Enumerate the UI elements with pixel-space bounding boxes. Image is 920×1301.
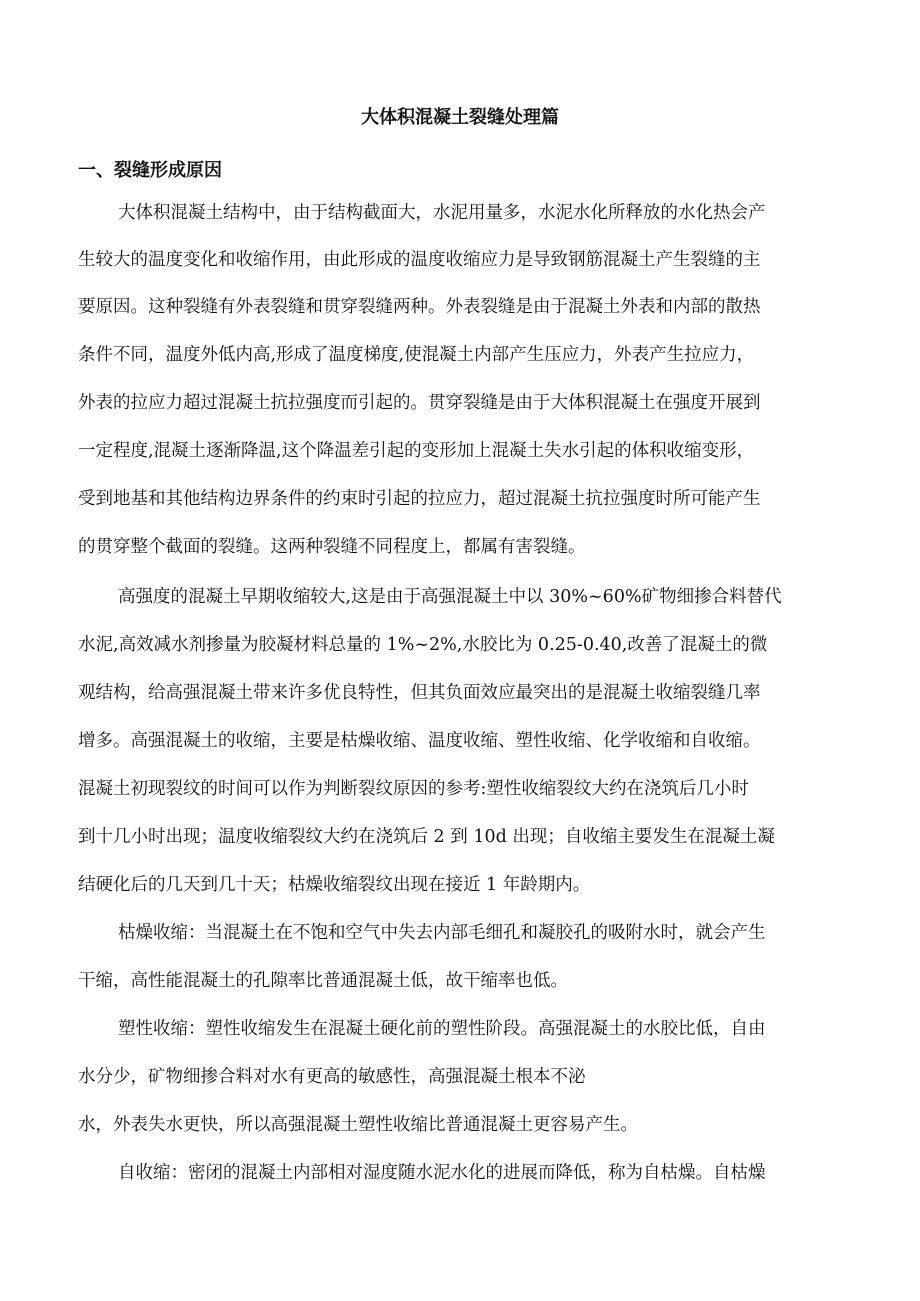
paragraph-line: 到十几小时出现；温度收缩裂纹大约在浇筑后 2 到 10d 出现；自收缩主要发生在混凝土凝	[78, 827, 775, 847]
paragraph-line: 高强度的混凝土早期收缩较大,这是由于高强混凝土中以 30%~60%矿物细掺合料替代	[118, 587, 782, 607]
paragraph-line: 要原因。这种裂缝有外表裂缝和贯穿裂缝两种。外表裂缝是由于混凝土外表和内部的散热	[78, 297, 761, 317]
paragraph-line: 受到地基和其他结构边界条件的约束时引起的拉应力，超过混凝土抗拉强度时所可能产生	[78, 489, 761, 509]
paragraph-line: 干缩，高性能混凝土的孔隙率比普通混凝土低，故干缩率也低。	[78, 971, 568, 991]
paragraph-line: 一定程度,混凝土逐渐降温,这个降温差引起的变形加上混凝土失水引起的体积收缩变形，	[78, 441, 755, 461]
paragraph-line: 结硬化后的几天到几十天；枯燥收缩裂纹出现在接近 1 年龄期内。	[78, 875, 591, 895]
paragraph-line: 的贯穿整个截面的裂缝。这两种裂缝不同程度上，都属有害裂缝。	[78, 537, 586, 557]
paragraph-line: 生较大的温度变化和收缩作用，由此形成的温度收缩应力是导致钢筋混凝土产生裂缝的主	[78, 250, 761, 270]
paragraph-line: 自收缩：密闭的混凝土内部相对湿度随水泥水化的进展而降低，称为自枯燥。自枯燥	[118, 1163, 766, 1183]
paragraph-line: 条件不同，温度外低内高,形成了温度梯度,使混凝土内部产生压应力，外表产生拉应力，	[78, 345, 755, 365]
paragraph-line: 水，外表失水更快，所以高强混凝土塑性收缩比普通混凝土更容易产生。	[78, 1115, 638, 1135]
paragraph-line: 大体积混凝土结构中，由于结构截面大，水泥用量多，水泥水化所释放的水化热会产	[118, 203, 766, 223]
paragraph-line: 外表的拉应力超过混凝土抗拉强度而引起的。贯穿裂缝是由于大体积混凝土在强度开展到	[78, 393, 761, 413]
paragraph-line: 观结构，给高强混凝土带来许多优良特性，但其负面效应最突出的是混凝土收缩裂缝几率	[78, 683, 761, 703]
paragraph-line: 塑性收缩：塑性收缩发生在混凝土硬化前的塑性阶段。高强混凝土的水胶比低，自由	[118, 1019, 766, 1039]
paragraph-line: 增多。高强混凝土的收缩，主要是枯燥收缩、温度收缩、塑性收缩、化学收缩和自收缩。	[78, 731, 761, 751]
paragraph-line: 水泥,高效减水剂掺量为胶凝材料总量的 1%~2%,水胶比为 0.25-0.40,改善了混凝土的微	[78, 635, 768, 655]
paragraph-line: 水分少，矿物细掺合料对水有更高的敏感性，高强混凝土根本不泌	[78, 1067, 586, 1087]
paragraph-line: 枯燥收缩：当混凝土在不饱和空气中失去内部毛细孔和凝胶孔的吸附水时，就会产生	[118, 923, 766, 943]
paragraph-line: 混凝土初现裂纹的时间可以作为判断裂纹原因的参考:塑性收缩裂纹大约在浇筑后几小时	[78, 779, 749, 799]
document-title: 大体积混凝土裂缝处理篇	[361, 107, 559, 128]
section-heading: 一、裂缝形成原因	[78, 160, 222, 181]
